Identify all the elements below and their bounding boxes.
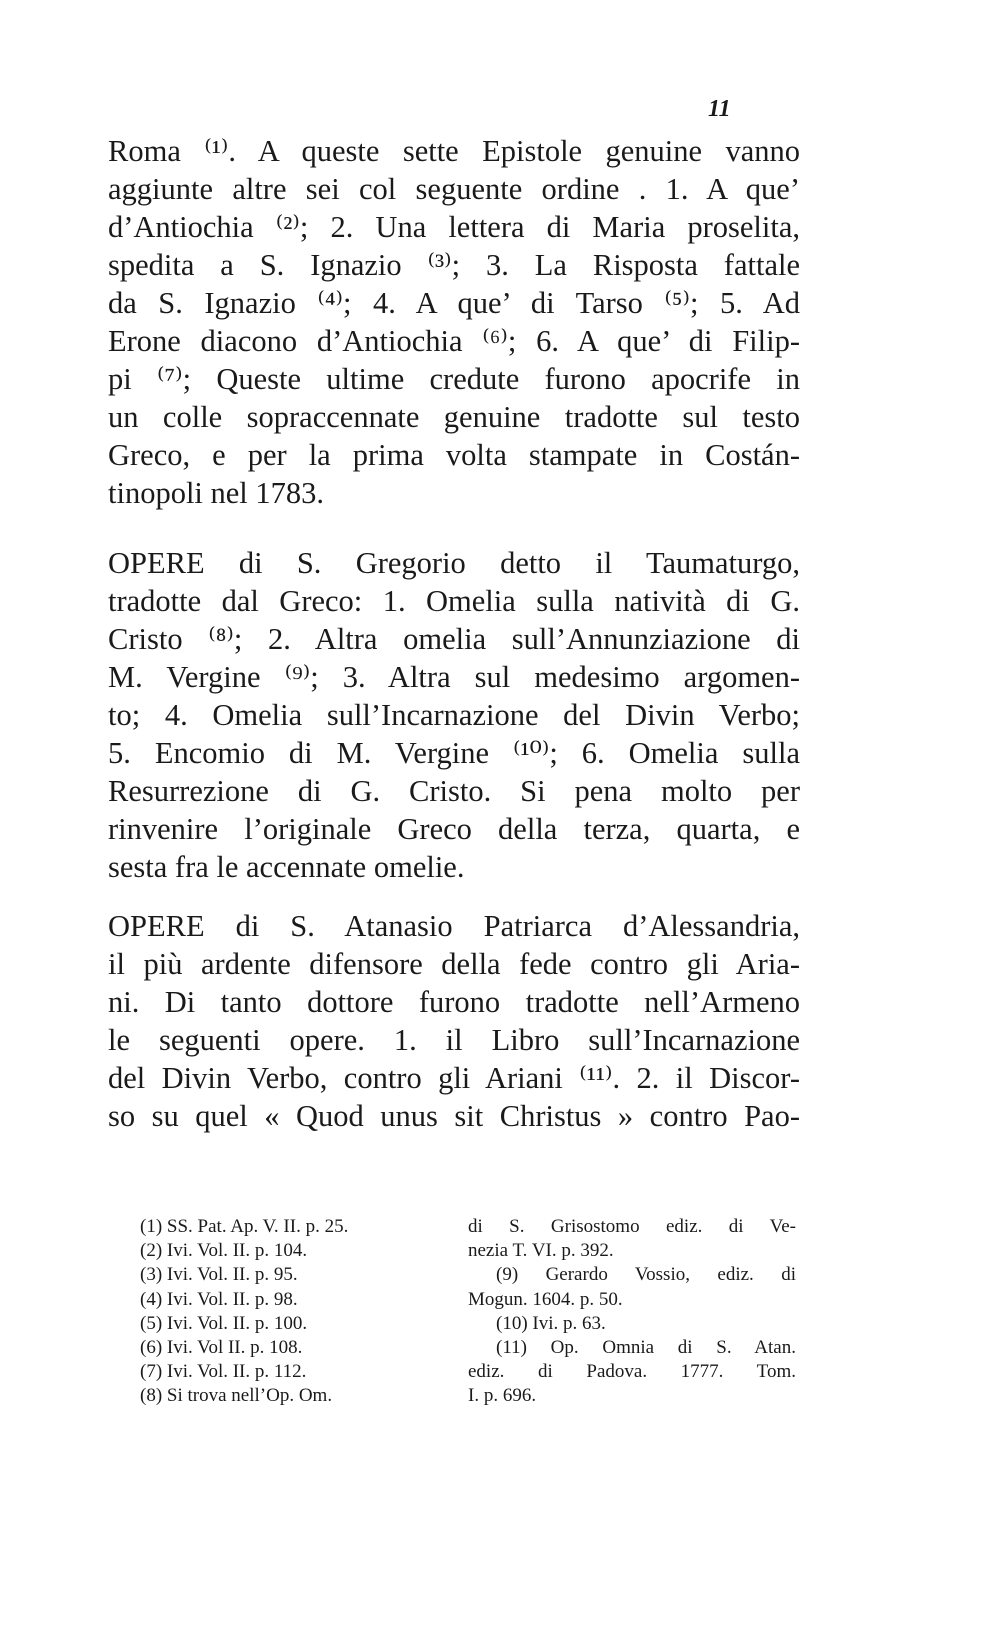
text-line: so su quel « Quod unus sit Christus » contro Pao- — [108, 1099, 800, 1133]
paragraph-ignatius-epistles — [108, 132, 800, 512]
text-line: il più ardente difensore della fede contro gli Aria- — [108, 947, 800, 981]
footnote: (8) Si trova nell’Op. Om. — [140, 1385, 333, 1407]
page-number: 11 — [708, 96, 731, 122]
footnote: (3) Ivi. Vol. II. p. 95. — [140, 1264, 298, 1286]
text-line: OPERE di S. Atanasio Patriarca d’Alessandria, — [108, 909, 800, 943]
text-line: M. Vergine ⁽⁹⁾; 3. Altra sul medesimo argomen- — [108, 660, 800, 694]
text-line: da S. Ignazio ⁽⁴⁾; 4. A que’ di Tarso ⁽⁵⁾; 5. Ad — [108, 286, 800, 320]
text-line: ni. Di tanto dottore furono tradotte nell’Armeno — [108, 985, 800, 1019]
text-line: tinopoli nel 1783. — [108, 476, 325, 510]
footnote: Mogun. 1604. p. 50. — [468, 1288, 623, 1310]
paragraph-athanasius-works — [108, 907, 800, 1135]
text-line: 5. Encomio di M. Vergine ⁽¹⁰⁾; 6. Omelia sulla — [108, 736, 800, 770]
text-line: un colle sopraccennate genuine tradotte sul testo — [108, 400, 800, 434]
text-line: aggiunte altre sei col seguente ordine . 1. A que’ — [108, 172, 800, 206]
footnote: ediz. di Padova. 1777. Tom. — [468, 1361, 796, 1383]
footnote: (4) Ivi. Vol. II. p. 98. — [140, 1288, 298, 1310]
footnote: nezia T. VI. p. 392. — [468, 1240, 614, 1262]
footnote: I. p. 696. — [468, 1385, 537, 1407]
footnote: (9) Gerardo Vossio, ediz. di — [496, 1264, 796, 1286]
text-line: Resurrezione di G. Cristo. Si pena molto per — [108, 774, 800, 808]
footnote: (1) SS. Pat. Ap. V. II. p. 25. — [140, 1216, 349, 1237]
footnote: (10) Ivi. p. 63. — [496, 1312, 606, 1334]
text-line: pi ⁽⁷⁾; Queste ultime credute furono apocrife in — [108, 362, 800, 396]
text-line: tradotte dal Greco: 1. Omelia sulla natività di G. — [108, 584, 800, 618]
footnotes-left-column — [140, 1215, 440, 1409]
text-line: Erone diacono d’Antiochia ⁽⁶⁾; 6. A que’ di Filip- — [108, 324, 800, 358]
text-line: to; 4. Omelia sull’Incarnazione del Divin Verbo; — [108, 698, 800, 732]
footnote: (2) Ivi. Vol. II. p. 104. — [140, 1240, 308, 1262]
text-line: Cristo ⁽⁸⁾; 2. Altra omelia sull’Annunziazione di — [108, 622, 800, 656]
text-line: OPERE di S. Gregorio detto il Taumaturgo, — [108, 546, 800, 580]
footnote: (7) Ivi. Vol. II. p. 112. — [140, 1361, 307, 1383]
text-line: rinvenire l’originale Greco della terza, quarta, e — [108, 812, 800, 846]
footnote: di S. Grisostomo ediz. di Ve- — [468, 1216, 796, 1237]
text-line: le seguenti opere. 1. il Libro sull’Incarnazione — [108, 1023, 800, 1057]
text-line: sesta fra le accennate omelie. — [108, 850, 465, 884]
text-line: Roma ⁽¹⁾. A queste sette Epistole genuine vanno — [108, 134, 800, 168]
footnote: (5) Ivi. Vol. II. p. 100. — [140, 1312, 308, 1334]
footnote: (6) Ivi. Vol II. p. 108. — [140, 1336, 303, 1358]
text-line: Greco, e per la prima volta stampate in Costán- — [108, 438, 800, 472]
paragraph-gregory-works — [108, 544, 800, 886]
text-line: d’Antiochia ⁽²⁾; 2. Una lettera di Maria proselita, — [108, 210, 800, 244]
footnotes-right-column — [468, 1215, 796, 1409]
text-line: spedita a S. Ignazio ⁽³⁾; 3. La Risposta fattale — [108, 248, 800, 282]
text-line: del Divin Verbo, contro gli Ariani ⁽¹¹⁾. 2. il Discor- — [108, 1061, 800, 1095]
footnote: (11) Op. Omnia di S. Atan. — [496, 1336, 796, 1358]
